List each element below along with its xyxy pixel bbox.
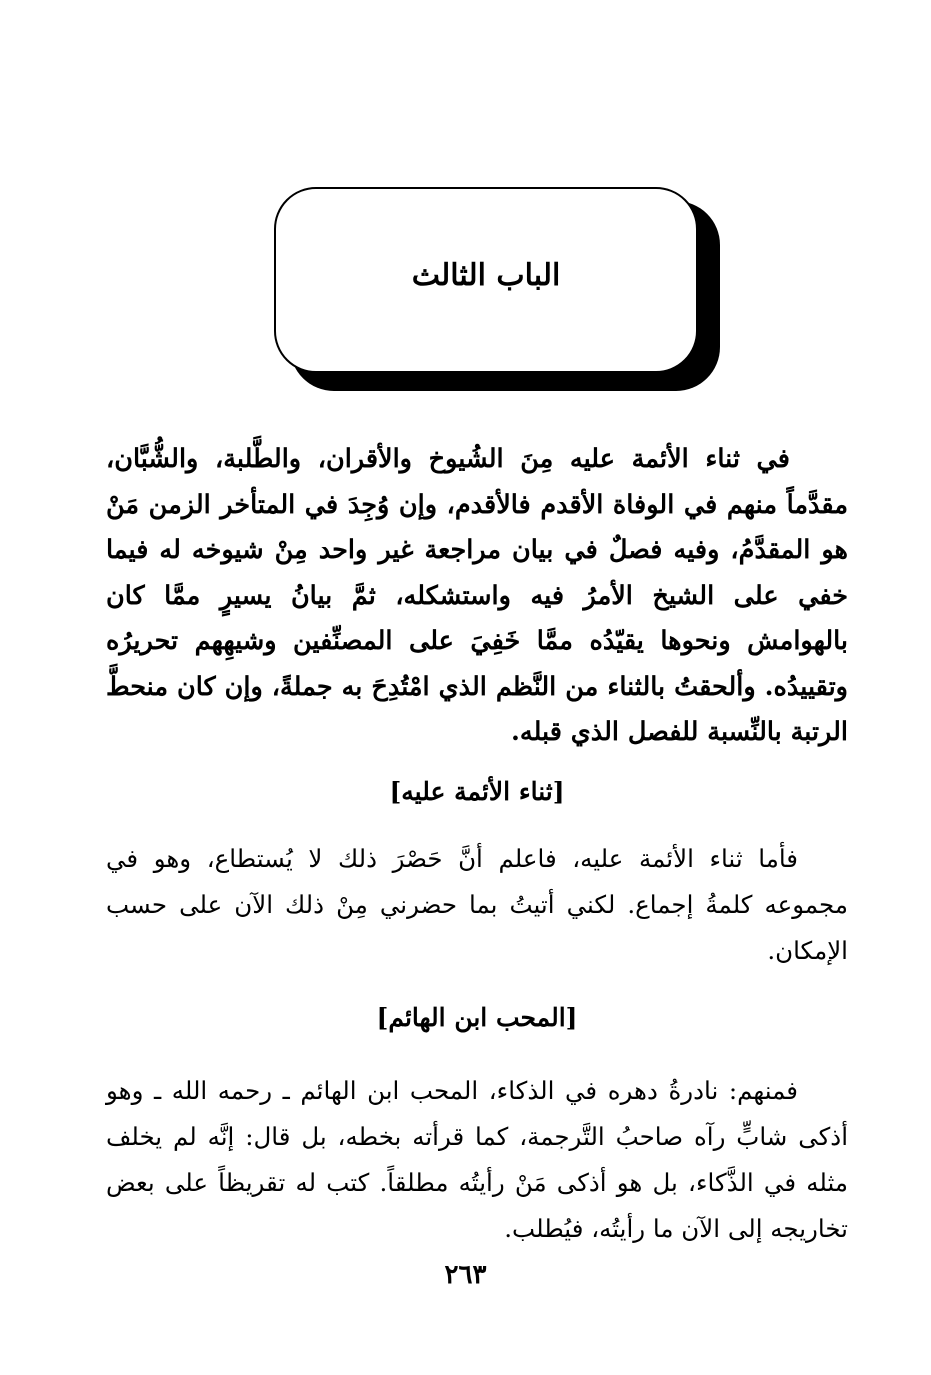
section-heading-praise: [ثناء الأئمة عليه] [389, 777, 565, 806]
chapter-intro-paragraph: في ثناء الأئمة عليه مِنَ الشُيوخ والأقران، والطَّلبة، والشُّبَّان، مقدَّماً منهم في الوفاة الأقدم فالأقدم، وإن وُجِدَ في المتأخر الزمن مَنْ هو المقدَّمُ، وفيه فصلٌ في بيان مراجعة غير واحد مِنْ شيوخه له فيما خفي على الشيخ الأمرُ فيه واستشكله، ثمَّ بيانُ يسيرٍ ممَّا كان بالهوامش ونحوها يقيّدُه ممَّا خَفِيَ على المصنِّفين وشيهِهم تحريرُه وتقييدُه. وألحقتُ بالثناء من النَّظم الذي امْتُدِحَ به جملةً، وإن كان منحطَّ الرتبة بالنِّسبة للفصل الذي قبله. [106, 444, 848, 747]
section-heading-ibn-alhaim: [المحب ابن الهائم] [376, 1003, 578, 1032]
section-paragraph-ibn-alhaim: فمنهم: نادرةُ دهره في الذكاء، المحب ابن الهائم ـ رحمه الله ـ وهو أذكى شابٍّ رآه صاحبُ التَّرجمة، كما قرأته بخطه، بل قال: إنَّه لم يخلف مثله في الذَّكاء، بل هو أذكى مَنْ رأيتُه مطلقاً. كتب له تقريظاً على بعض تخاريجه إلى الآن ما رأيتُه، فيُطلب. [106, 1076, 848, 1243]
page-number: ٢٦٣ [444, 1260, 487, 1290]
chapter-title: الباب الثالث [411, 258, 561, 293]
section-paragraph-praise: فأما ثناء الأئمة عليه، فاعلم أنَّ حَصْرَ ذلك لا يُستطاع، وهو في مجموعه كلمةُ إجماع. لكني أتيتُ بما حضرني مِنْ ذلك الآن على حسب الإمكان. [106, 844, 848, 965]
